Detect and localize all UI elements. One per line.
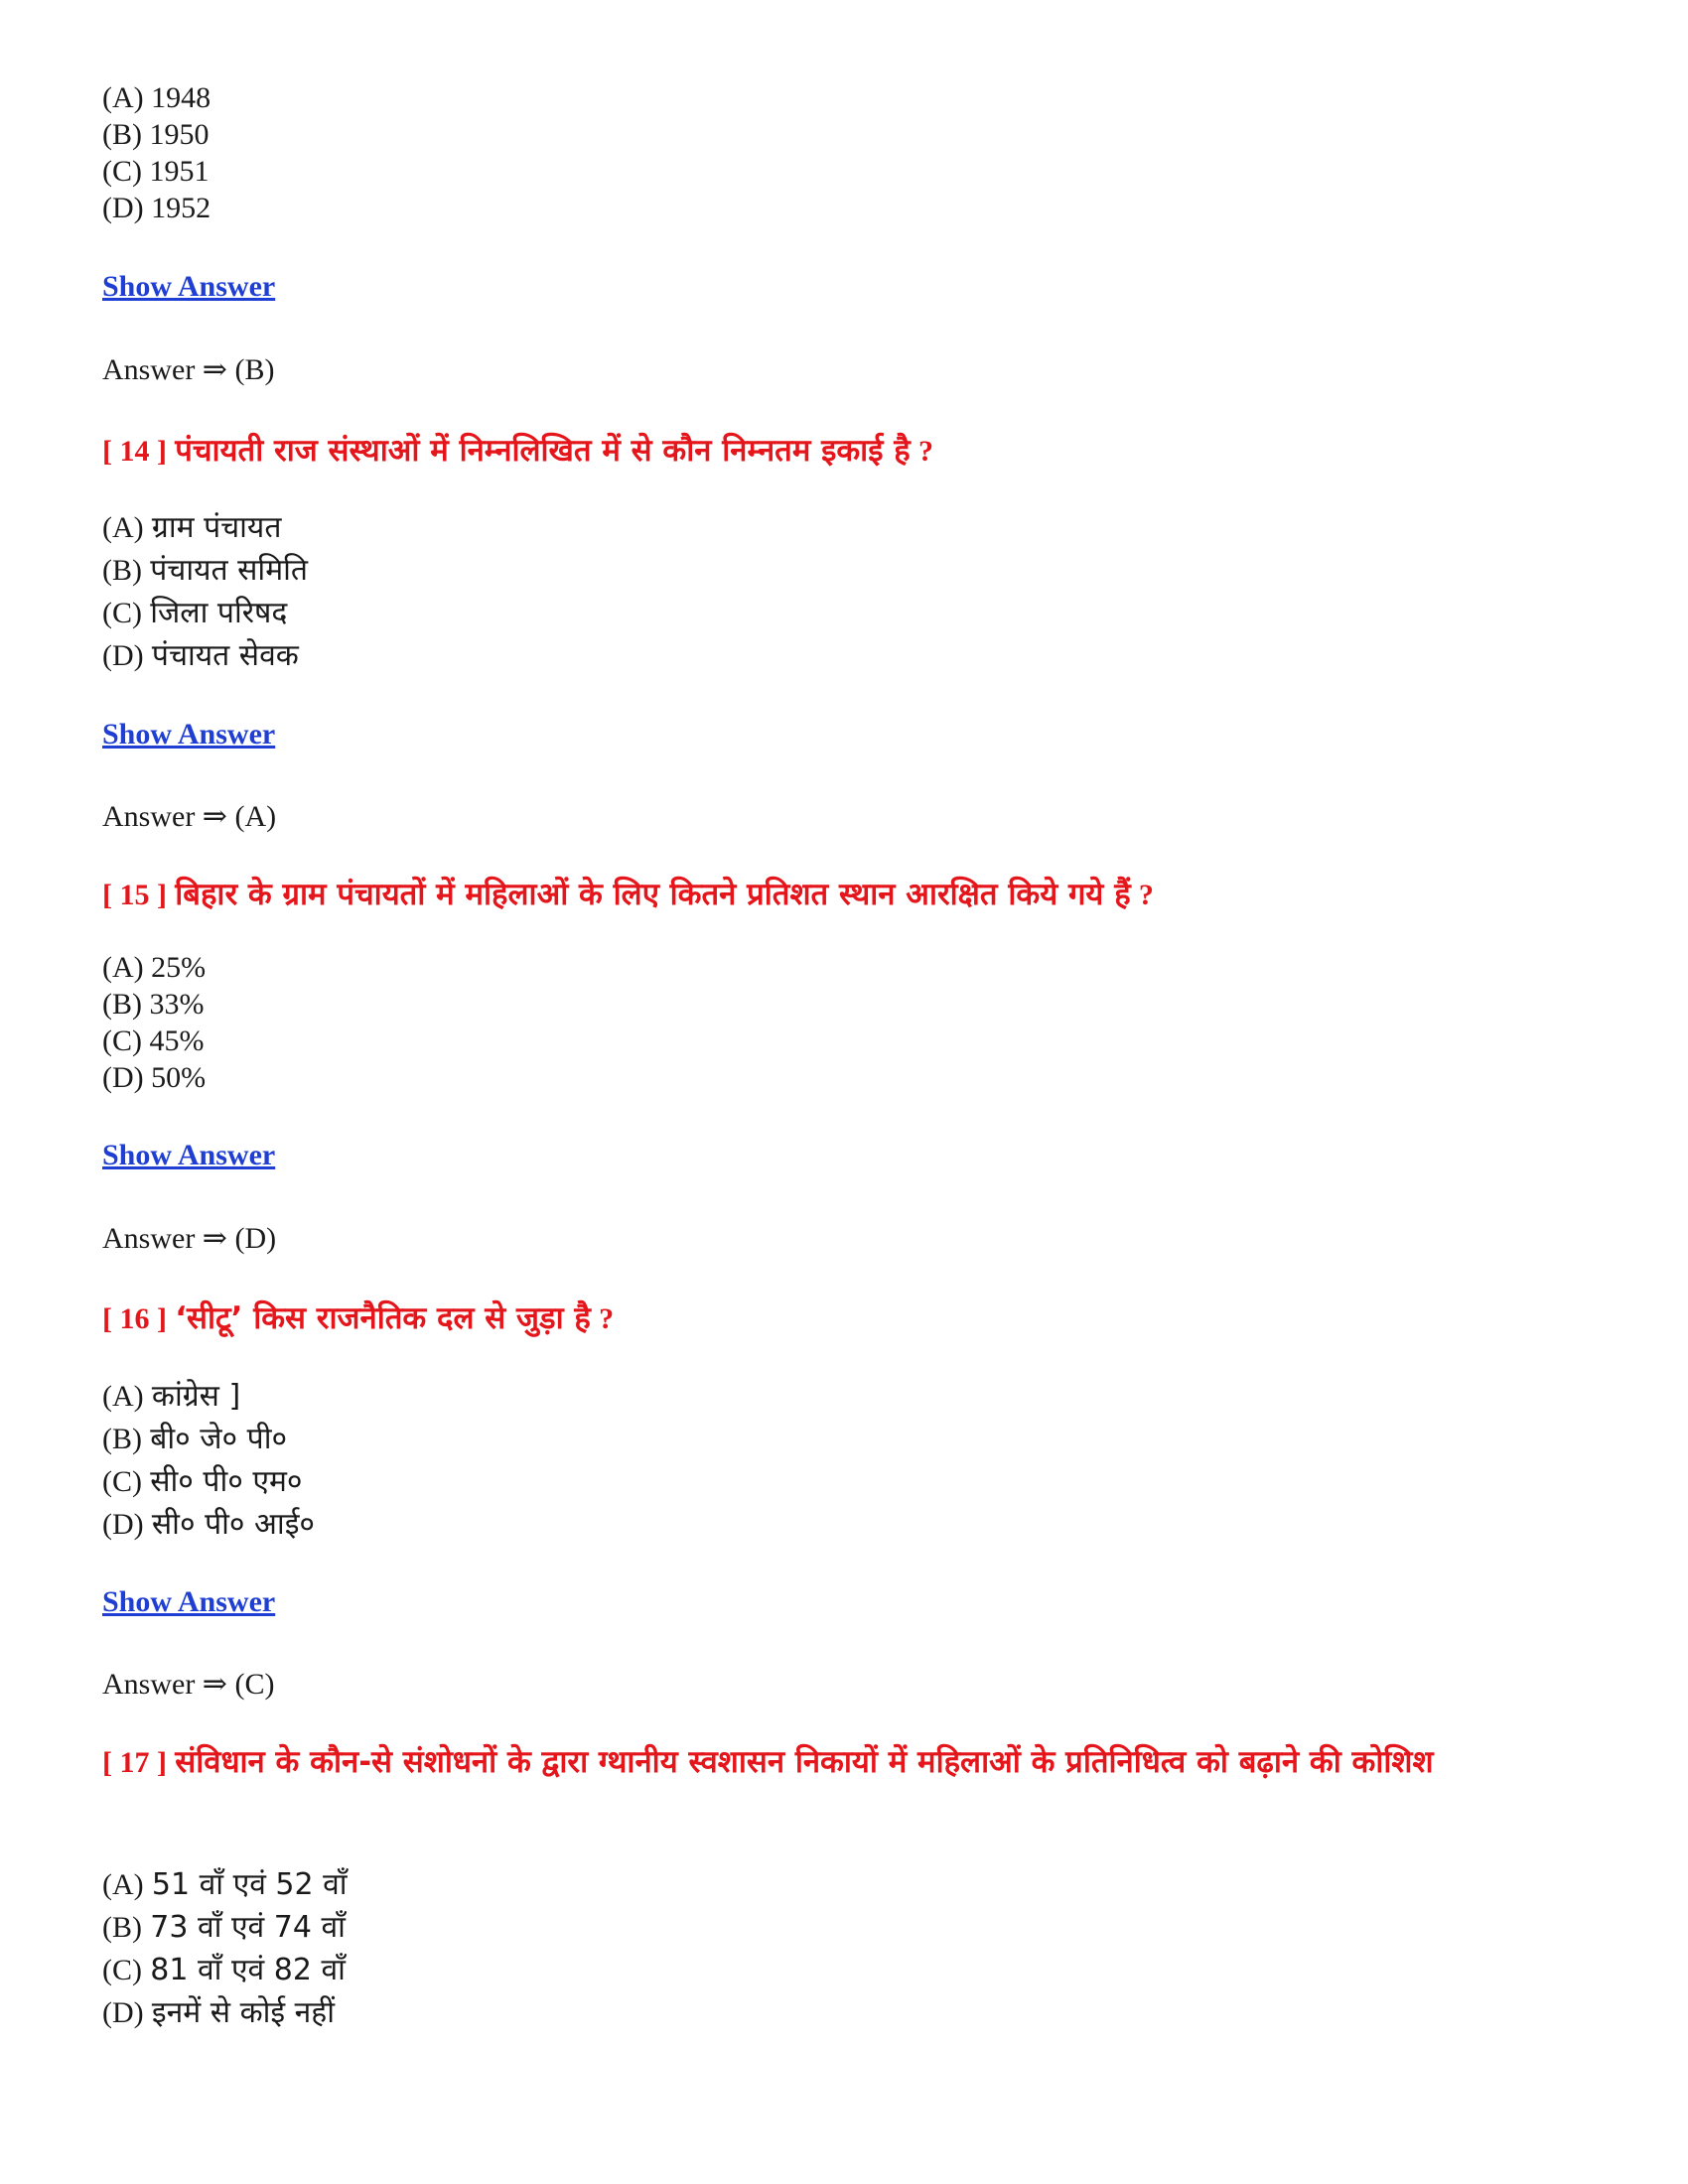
option-c: (C) 45% (102, 1024, 205, 1057)
question-17 (102, 1740, 1651, 1785)
answer-text-q14: Answer ⇒ (A) (102, 800, 277, 833)
show-answer-link-q16[interactable]: Show Answer (102, 1585, 276, 1618)
question-number: [ 16 ] (102, 1302, 167, 1335)
option-c: (C) 1951 (102, 155, 210, 188)
option-c: (C) सी० पी० एम० (102, 1464, 303, 1499)
options-list-q17 (102, 1863, 348, 2034)
question-15 (102, 873, 1651, 917)
question-mark: ? (917, 435, 933, 468)
show-answer-link-q14[interactable]: Show Answer (102, 718, 276, 751)
option-b: (B) 33% (102, 988, 205, 1021)
question-number: [ 17 ] (102, 1746, 167, 1779)
option-d: (D) पंचायत सेवक (102, 638, 299, 673)
question-text: संविधान के कौन-से संशोधनों के द्वारा ग्थानीय स्वशासन निकायों में महिलाओं के प्रतिनिधित्व को बढ़ाने की कोशिश (175, 1744, 1434, 1780)
answer-text-q16: Answer ⇒ (C) (102, 1668, 275, 1701)
option-a: (A) ग्राम पंचायत (102, 510, 282, 545)
option-a: (A) 1948 (102, 81, 211, 114)
options-list-q15 (102, 949, 206, 1096)
option-b: (B) 73 वाँ एवं 74 वाँ (102, 1910, 346, 1945)
question-text: बिहार के ग्राम पंचायतों में महिलाओं के लिए कितने प्रतिशत स्थान आरक्षित किये गये हैं (175, 877, 1131, 912)
options-list-q16 (102, 1375, 315, 1546)
question-number: [ 14 ] (102, 435, 167, 468)
option-d: (D) 1952 (102, 192, 211, 224)
show-answer-link-q15[interactable]: Show Answer (102, 1139, 276, 1171)
option-b: (B) 1950 (102, 118, 210, 151)
show-answer-link-q13[interactable]: Show Answer (102, 270, 276, 303)
question-text: पंचायती राज संस्थाओं में निम्नलिखित में से कौन निम्नतम इकाई है (175, 433, 911, 469)
option-a: (A) कांग्रेस ] (102, 1379, 241, 1414)
option-b: (B) पंचायत समिति (102, 553, 309, 588)
question-mark: ? (599, 1302, 615, 1335)
options-list-q13 (102, 79, 211, 226)
option-a: (A) 25% (102, 951, 207, 984)
option-a: (A) 51 वाँ एवं 52 वाँ (102, 1867, 348, 1902)
question-text: ‘सीटू’ किस राजनैतिक दल से जुड़ा है (175, 1300, 591, 1336)
answer-text-q15: Answer ⇒ (D) (102, 1222, 277, 1255)
option-c: (C) जिला परिषद (102, 596, 288, 630)
question-16 (102, 1297, 1651, 1341)
question-14 (102, 429, 1651, 474)
options-list-q14 (102, 506, 308, 677)
option-c: (C) 81 वाँ एवं 82 वाँ (102, 1953, 346, 1987)
option-d: (D) इनमें से कोई नहीं (102, 1995, 336, 2030)
option-b: (B) बी० जे० पी० (102, 1422, 288, 1456)
answer-text-q13: Answer ⇒ (B) (102, 353, 275, 386)
option-d: (D) सी० पी० आई० (102, 1507, 316, 1542)
question-number: [ 15 ] (102, 879, 167, 911)
option-d: (D) 50% (102, 1061, 207, 1094)
question-mark: ? (1138, 879, 1154, 911)
